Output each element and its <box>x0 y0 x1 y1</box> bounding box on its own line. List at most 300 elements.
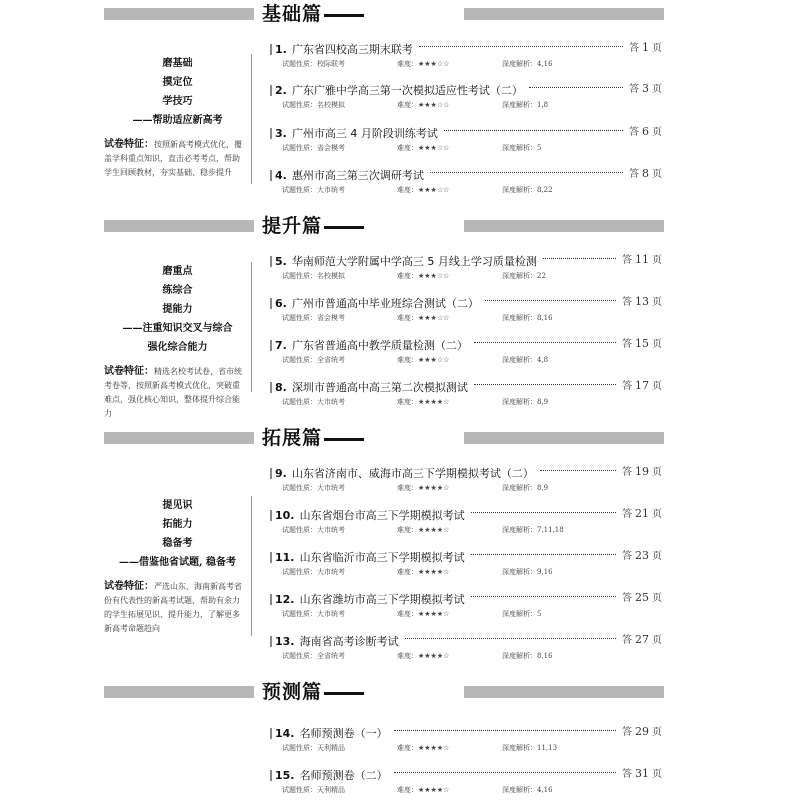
motto-line: 练综合 <box>162 285 193 296</box>
page-prefix: 答 <box>629 43 639 54</box>
section-intro <box>104 54 252 184</box>
entry-title[interactable]: 广东省普通高中教学质量检测（二） <box>291 339 468 352</box>
meta-nature <box>282 397 397 407</box>
meta-analysis-label: 深度解析： <box>502 356 537 364</box>
motto-line: ——借鉴他省试题, 稳备考 <box>119 557 236 568</box>
exam-entry[interactable] <box>270 164 662 204</box>
page-ref[interactable] <box>622 463 662 478</box>
page-prefix: 答 <box>622 635 632 646</box>
page-suffix: 页 <box>652 467 662 478</box>
section-intro <box>104 262 252 418</box>
difficulty-stars: ★★★★☆ <box>418 744 450 752</box>
entry-title[interactable]: 山东省潍坊市高三下学期模拟考试 <box>299 593 465 606</box>
meta-analysis <box>502 100 548 110</box>
entry-number: 12. <box>275 593 295 606</box>
exam-entry[interactable] <box>270 722 662 762</box>
page-suffix: 页 <box>652 509 662 520</box>
meta-analysis-value: 5 <box>537 610 542 618</box>
meta-difficulty-label: 难度： <box>397 744 418 752</box>
leader-dots <box>471 596 616 597</box>
title-dash <box>324 692 364 695</box>
page-number: 19 <box>635 465 649 478</box>
exam-entry[interactable] <box>270 546 662 586</box>
leader-dots <box>543 258 616 259</box>
meta-nature-value: 校际联考 <box>317 60 345 68</box>
section-intro <box>104 496 252 636</box>
feature-text: 精选名校考试卷，省市统考卷等，按照新高考模式优化，突破重难点，强化核心知识，整体提升综合能力 <box>104 367 242 418</box>
exam-entry[interactable] <box>270 504 662 544</box>
page-suffix: 页 <box>652 297 662 308</box>
page-number: 25 <box>635 591 649 604</box>
entry-title-row <box>270 334 662 350</box>
difficulty-stars: ★★★★☆ <box>418 786 450 794</box>
banner-bar-left <box>104 220 254 232</box>
entry-title-row <box>270 588 662 604</box>
page-prefix: 答 <box>629 84 639 95</box>
entry-meta-row <box>282 525 564 535</box>
meta-analysis-label: 深度解析： <box>502 568 537 576</box>
page-ref[interactable] <box>629 123 662 138</box>
exam-entry[interactable] <box>270 462 662 502</box>
entry-meta-row <box>282 397 548 407</box>
page-prefix: 答 <box>622 381 632 392</box>
meta-difficulty <box>397 567 502 577</box>
leader-dots <box>430 172 623 173</box>
meta-difficulty <box>397 525 502 535</box>
section-title-text: 基础篇 <box>262 3 323 25</box>
exam-entry[interactable] <box>270 292 662 332</box>
meta-difficulty <box>397 59 502 69</box>
meta-nature <box>282 313 397 323</box>
entry-number: 13. <box>275 635 295 648</box>
banner-bar-right <box>464 220 664 232</box>
meta-difficulty <box>397 397 502 407</box>
page-number: 23 <box>635 549 649 562</box>
page-suffix: 页 <box>652 255 662 266</box>
meta-nature <box>282 525 397 535</box>
entry-title-row <box>270 292 662 308</box>
page-number: 13 <box>635 295 649 308</box>
meta-difficulty <box>397 313 502 323</box>
entry-meta-row <box>282 355 548 365</box>
entry-title[interactable]: 山东省烟台市高三下学期模拟考试 <box>299 509 465 522</box>
entry-title-row <box>270 462 662 478</box>
meta-analysis-value: 5 <box>537 144 542 152</box>
page-prefix: 答 <box>629 127 639 138</box>
page-ref[interactable] <box>622 505 662 520</box>
section-banner <box>104 215 664 237</box>
difficulty-stars: ★★★☆☆ <box>418 186 450 194</box>
meta-nature <box>282 185 397 195</box>
entry-title-row <box>270 630 662 646</box>
meta-nature <box>282 743 397 753</box>
exam-entry[interactable] <box>270 79 662 119</box>
entry-number: 3. <box>275 127 287 140</box>
meta-nature <box>282 651 397 661</box>
difficulty-stars: ★★★★☆ <box>418 610 450 618</box>
leader-dots <box>394 772 616 773</box>
page-number: 27 <box>635 633 649 646</box>
difficulty-stars: ★★★★☆ <box>418 484 450 492</box>
meta-analysis-label: 深度解析： <box>502 484 537 492</box>
entry-meta-row <box>282 143 541 153</box>
meta-nature-label: 试题性质： <box>282 60 317 68</box>
meta-difficulty-label: 难度： <box>397 398 418 406</box>
difficulty-stars: ★★★☆☆ <box>418 356 450 364</box>
page-ref[interactable] <box>622 547 662 562</box>
page-number: 8 <box>642 167 649 180</box>
meta-analysis <box>502 185 553 195</box>
page-number: 31 <box>635 767 649 780</box>
meta-analysis-label: 深度解析： <box>502 60 537 68</box>
meta-analysis <box>502 743 557 753</box>
exam-entry[interactable] <box>270 122 662 162</box>
leader-dots <box>474 342 616 343</box>
meta-nature-label: 试题性质： <box>282 610 317 618</box>
entry-title-row <box>270 376 662 392</box>
meta-analysis <box>502 59 553 69</box>
meta-difficulty <box>397 785 502 795</box>
meta-nature-value: 名校模拟 <box>317 272 345 280</box>
exam-entry[interactable] <box>270 250 662 290</box>
page-prefix: 答 <box>622 297 632 308</box>
entry-number: 1. <box>275 43 287 56</box>
entry-marker <box>270 594 272 605</box>
entry-title-row <box>270 79 662 95</box>
feature-text: 按照新高考模式优化，覆盖学科重点知识，直击必考考点，帮助学生回顾教材，夯实基础、稳步提升 <box>104 140 242 177</box>
meta-analysis-value: 4,16 <box>537 786 553 794</box>
entry-marker <box>270 85 272 96</box>
meta-difficulty-label: 难度： <box>397 314 418 322</box>
meta-analysis <box>502 313 553 323</box>
entry-meta-row <box>282 59 553 69</box>
section-title <box>262 211 364 238</box>
meta-nature-label: 试题性质： <box>282 398 317 406</box>
meta-nature-label: 试题性质： <box>282 144 317 152</box>
entry-number: 15. <box>275 769 295 782</box>
feature-description <box>104 365 251 421</box>
meta-nature-label: 试题性质： <box>282 186 317 194</box>
entry-title-row <box>270 546 662 562</box>
meta-difficulty <box>397 100 502 110</box>
entry-number: 6. <box>275 297 287 310</box>
difficulty-stars: ★★★★☆ <box>418 568 450 576</box>
entry-meta-row <box>282 100 548 110</box>
motto-line: 磨基础 <box>162 58 193 69</box>
meta-nature-value: 大市统考 <box>317 526 345 534</box>
meta-difficulty <box>397 271 502 281</box>
meta-difficulty-label: 难度： <box>397 568 418 576</box>
entry-marker <box>270 298 272 309</box>
entry-number: 11. <box>275 551 295 564</box>
motto-line: 摸定位 <box>162 77 193 88</box>
entry-meta-row <box>282 483 548 493</box>
motto-line: 提见识 <box>162 500 193 511</box>
page-suffix: 页 <box>652 769 662 780</box>
page-ref[interactable] <box>629 39 662 54</box>
feature-label: 试卷特征： <box>104 366 154 377</box>
entry-number: 5. <box>275 255 287 268</box>
entry-title[interactable]: 深圳市普通高中高三第二次模拟测试 <box>291 381 468 394</box>
meta-analysis-value: 1,8 <box>537 101 549 109</box>
difficulty-stars: ★★★★☆ <box>418 652 450 660</box>
motto-line: 提能力 <box>162 304 193 315</box>
entry-title-row <box>270 164 662 180</box>
entry-marker <box>270 552 272 563</box>
banner-bar-left <box>104 432 254 444</box>
feature-description <box>104 580 251 636</box>
entry-marker <box>270 256 272 267</box>
page-prefix: 答 <box>622 769 632 780</box>
page-suffix: 页 <box>652 127 662 138</box>
leader-dots <box>471 512 616 513</box>
meta-difficulty-label: 难度： <box>397 186 418 194</box>
motto-line: 拓能力 <box>162 519 193 530</box>
meta-analysis <box>502 143 541 153</box>
meta-analysis <box>502 483 548 493</box>
page-ref[interactable] <box>629 80 662 95</box>
title-dash <box>324 438 364 441</box>
entry-meta-row <box>282 185 553 195</box>
page-suffix: 页 <box>652 727 662 738</box>
meta-nature-value: 省会模考 <box>317 314 345 322</box>
page-number: 1 <box>642 41 649 54</box>
banner-bar-right <box>464 8 664 20</box>
entry-title-row <box>270 722 662 738</box>
entry-meta-row <box>282 567 553 577</box>
page-ref[interactable] <box>622 251 662 266</box>
exam-entry[interactable] <box>270 630 662 670</box>
page-suffix: 页 <box>652 381 662 392</box>
entry-title[interactable]: 山东省济南市、威海市高三下学期模拟考试（二） <box>291 467 534 480</box>
meta-difficulty-label: 难度： <box>397 526 418 534</box>
meta-analysis <box>502 271 546 281</box>
page-suffix: 页 <box>652 169 662 180</box>
entry-title[interactable]: 名师预测卷（二） <box>299 769 388 782</box>
meta-nature-value: 全省统考 <box>317 356 345 364</box>
page-prefix: 答 <box>622 593 632 604</box>
exam-entry[interactable] <box>270 376 662 416</box>
meta-nature-value: 大市统考 <box>317 186 345 194</box>
entry-number: 4. <box>275 169 287 182</box>
banner-bar-left <box>104 686 254 698</box>
banner-bar-right <box>464 432 664 444</box>
meta-nature-label: 试题性质： <box>282 652 317 660</box>
meta-analysis-value: 8,9 <box>537 398 549 406</box>
exam-entry[interactable] <box>270 764 662 800</box>
meta-analysis-label: 深度解析： <box>502 186 537 194</box>
meta-analysis-label: 深度解析： <box>502 526 537 534</box>
section-title <box>262 423 364 450</box>
page-suffix: 页 <box>652 635 662 646</box>
meta-analysis <box>502 567 553 577</box>
leader-dots <box>394 730 616 731</box>
meta-analysis-label: 深度解析： <box>502 144 537 152</box>
entry-title[interactable]: 海南省高考诊断考试 <box>299 635 399 648</box>
section-title-text: 拓展篇 <box>262 427 323 449</box>
page-ref[interactable] <box>622 293 662 308</box>
page-prefix: 答 <box>622 467 632 478</box>
meta-difficulty-label: 难度： <box>397 101 418 109</box>
leader-dots <box>474 384 616 385</box>
entry-marker <box>270 510 272 521</box>
page-suffix: 页 <box>652 43 662 54</box>
meta-nature <box>282 567 397 577</box>
page-prefix: 答 <box>629 169 639 180</box>
page-number: 15 <box>635 337 649 350</box>
feature-label: 试卷特征： <box>104 581 154 592</box>
motto-line: 学技巧 <box>162 96 193 107</box>
entry-title[interactable]: 惠州市高三第三次调研考试 <box>291 169 424 182</box>
section-title-text: 预测篇 <box>262 681 323 703</box>
meta-difficulty <box>397 185 502 195</box>
meta-analysis-value: 4,16 <box>537 60 553 68</box>
exam-entry[interactable] <box>270 334 662 374</box>
page-ref[interactable] <box>622 589 662 604</box>
leader-dots <box>444 130 623 131</box>
meta-difficulty <box>397 609 502 619</box>
meta-difficulty <box>397 743 502 753</box>
difficulty-stars: ★★★☆☆ <box>418 60 450 68</box>
entry-marker <box>270 170 272 181</box>
meta-analysis-value: 8,22 <box>537 186 553 194</box>
exam-entry[interactable] <box>270 38 662 78</box>
meta-difficulty <box>397 355 502 365</box>
leader-dots <box>405 638 616 639</box>
meta-nature-value: 大市统考 <box>317 398 345 406</box>
entry-title-row <box>270 38 662 54</box>
motto-line: 强化综合能力 <box>147 342 208 353</box>
difficulty-stars: ★★★★☆ <box>418 526 450 534</box>
meta-analysis-value: 4,8 <box>537 356 549 364</box>
page-ref[interactable] <box>622 335 662 350</box>
entry-number: 7. <box>275 339 287 352</box>
meta-nature-label: 试题性质： <box>282 484 317 492</box>
meta-difficulty-label: 难度： <box>397 144 418 152</box>
entry-title[interactable]: 广州市高三 4 月阶段训练考试 <box>291 127 438 140</box>
meta-analysis-label: 深度解析： <box>502 744 537 752</box>
meta-analysis-value: 8,16 <box>537 652 553 660</box>
meta-difficulty-label: 难度： <box>397 786 418 794</box>
meta-nature-label: 试题性质： <box>282 272 317 280</box>
meta-nature-value: 名校模拟 <box>317 101 345 109</box>
meta-difficulty <box>397 651 502 661</box>
meta-analysis-label: 深度解析： <box>502 101 537 109</box>
meta-difficulty-label: 难度： <box>397 484 418 492</box>
page-ref[interactable] <box>622 631 662 646</box>
entry-marker <box>270 382 272 393</box>
difficulty-stars: ★★★★☆ <box>418 398 450 406</box>
meta-nature-value: 大市统考 <box>317 610 345 618</box>
feature-text: 严选山东、海南新高考省份有代表性的新高考试题，帮助有余力的学生拓展见识、提升能力，了解更多新高考命题趋向 <box>104 582 242 633</box>
meta-analysis-label: 深度解析： <box>502 652 537 660</box>
entry-title[interactable]: 名师预测卷（一） <box>299 727 388 740</box>
meta-analysis-label: 深度解析： <box>502 610 537 618</box>
exam-entry[interactable] <box>270 588 662 628</box>
entry-title-row <box>270 764 662 780</box>
meta-analysis-value: 8,9 <box>537 484 549 492</box>
entry-title-row <box>270 504 662 520</box>
entry-title[interactable]: 广东省四校高三期末联考 <box>291 43 413 56</box>
meta-analysis-value: 8,16 <box>537 314 553 322</box>
entry-meta-row <box>282 785 553 795</box>
entry-title-row <box>270 250 662 266</box>
entry-number: 10. <box>275 509 295 522</box>
title-dash <box>324 14 364 17</box>
motto-line: ——帮助适应新高考 <box>132 115 223 126</box>
meta-nature-label: 试题性质： <box>282 744 317 752</box>
section-banner <box>104 427 664 449</box>
entry-title[interactable]: 山东省临沂市高三下学期模拟考试 <box>299 551 465 564</box>
difficulty-stars: ★★★☆☆ <box>418 314 450 322</box>
meta-difficulty <box>397 483 502 493</box>
meta-difficulty-label: 难度： <box>397 60 418 68</box>
section-banner <box>104 3 664 25</box>
entry-number: 14. <box>275 727 295 740</box>
meta-nature-label: 试题性质： <box>282 314 317 322</box>
page-number: 3 <box>642 82 649 95</box>
meta-analysis-label: 深度解析： <box>502 314 537 322</box>
page-ref[interactable] <box>622 377 662 392</box>
meta-analysis-value: 9,16 <box>537 568 553 576</box>
meta-analysis <box>502 525 564 535</box>
entry-marker <box>270 636 272 647</box>
entry-title-row <box>270 122 662 138</box>
meta-nature <box>282 271 397 281</box>
difficulty-stars: ★★★☆☆ <box>418 144 450 152</box>
meta-nature <box>282 100 397 110</box>
page-suffix: 页 <box>652 593 662 604</box>
feature-description <box>104 138 251 180</box>
meta-analysis <box>502 355 548 365</box>
page-number: 21 <box>635 507 649 520</box>
page-ref[interactable] <box>622 765 662 780</box>
banner-bar-left <box>104 8 254 20</box>
motto-line: 稳备考 <box>162 538 193 549</box>
meta-nature-value: 天利精品 <box>317 744 345 752</box>
meta-analysis-value: 11,13 <box>537 744 558 752</box>
section-banner <box>104 681 664 703</box>
entry-number: 8. <box>275 381 287 394</box>
entry-number: 2. <box>275 84 287 97</box>
meta-nature-label: 试题性质： <box>282 526 317 534</box>
motto-line: 磨重点 <box>162 266 193 277</box>
meta-difficulty-label: 难度： <box>397 356 418 364</box>
motto-line: ——注重知识交叉与综合 <box>122 323 233 334</box>
page-prefix: 答 <box>622 339 632 350</box>
page-ref[interactable] <box>622 723 662 738</box>
meta-analysis-label: 深度解析： <box>502 272 537 280</box>
meta-analysis-label: 深度解析： <box>502 786 537 794</box>
feature-label: 试卷特征： <box>104 139 154 150</box>
title-dash <box>324 226 364 229</box>
meta-analysis-value: 7,11,18 <box>537 526 564 534</box>
page-number: 29 <box>635 725 649 738</box>
page-ref[interactable] <box>629 165 662 180</box>
meta-nature-value: 大市统考 <box>317 484 345 492</box>
page-prefix: 答 <box>622 727 632 738</box>
meta-nature-label: 试题性质： <box>282 101 317 109</box>
meta-analysis-value: 22 <box>537 272 546 280</box>
entry-title[interactable]: 广州市普通高中毕业班综合测试（二） <box>291 297 479 310</box>
entry-title[interactable]: 广东广雅中学高三第一次模拟适应性考试（二） <box>291 84 523 97</box>
entry-meta-row <box>282 313 553 323</box>
meta-nature <box>282 355 397 365</box>
meta-nature <box>282 143 397 153</box>
entry-title[interactable]: 华南师范大学附属中学高三 5 月线上学习质量检测 <box>291 255 537 268</box>
meta-difficulty <box>397 143 502 153</box>
entry-marker <box>270 468 272 479</box>
